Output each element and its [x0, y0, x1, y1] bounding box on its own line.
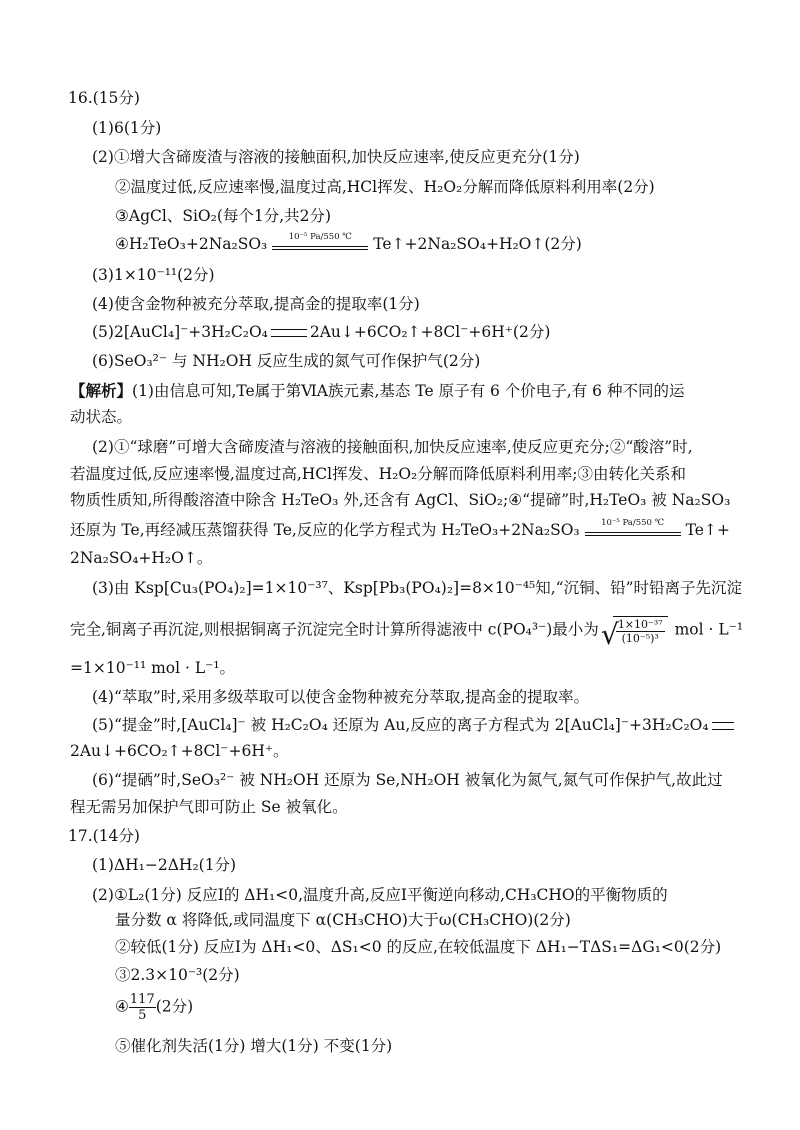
- q17-answer-2-2: ②较低(1分) 反应Ⅰ为 ΔH₁<0、ΔS₁<0 的反应,在较低温度下 ΔH₁−TΔS₁=ΔG₁<0(2分): [115, 938, 722, 956]
- q17-answer-2-4: [115, 992, 193, 1023]
- explanation-text: 完全,铜离子再沉淀,则根据铜离子沉淀完全时计算所得滤液中 c(PO₄³⁻)最小为: [70, 620, 599, 639]
- q16-answer-4: (4)使含金物种被充分萃取,提高金的提取率(1分): [92, 295, 420, 313]
- equation-lhs: 还原为 Te,再经减压蒸馏获得 Te,反应的化学方程式为 H₂TeO₃+2Na₂SO₃: [70, 521, 580, 539]
- q17-header: 17.(14分): [68, 827, 140, 845]
- reaction-condition-arrow: [270, 234, 370, 256]
- q16-answer-2-4: [115, 234, 582, 256]
- q16-answer-2-2: ②温度过低,反应速率慢,温度过高,HCl挥发、H₂O₂分解而降低原料利用率(2分): [115, 178, 655, 196]
- q17-answer-2-5: ⑤催化剂失活(1分) 增大(1分) 不变(1分): [115, 1037, 393, 1055]
- radical-sign-icon: √: [600, 618, 619, 651]
- q16-header: 16.(15分): [68, 89, 140, 107]
- q16-explanation-3b: [70, 616, 744, 651]
- equation-lhs: (5)2[AuCl₄]⁻+3H₂C₂O₄: [92, 323, 268, 341]
- q16-answer-5: [92, 322, 550, 342]
- equation-rhs: 2Au↓+6CO₂↑+8Cl⁻+6H⁺(2分): [309, 323, 551, 341]
- reaction-condition: 10⁻⁵ Pa/550 ℃: [601, 518, 665, 528]
- q16-answer-2-3: ③AgCl、SiO₂(每个1分,共2分): [115, 207, 332, 225]
- q16-explanation-6a: (6)“提硒”时,SeO₃²⁻ 被 NH₂OH 还原为 Se,NH₂OH 被氧化为氮气,氮气可作保护气,故此过: [92, 771, 723, 789]
- q16-explanation-1a: [70, 381, 684, 401]
- equals-sign: [712, 722, 734, 730]
- q16-explanation-4: (4)“萃取”时,采用多级萃取可以使含金物种被充分萃取,提高金的提取率。: [92, 688, 590, 706]
- equals-sign: [271, 329, 307, 337]
- q16-explanation-1b: 动状态。: [70, 408, 133, 426]
- q16-explanation-2b: 若温度过低,反应速率慢,温度过高,HCl挥发、H₂O₂分解而降低原料利用率;③由转化关系和: [70, 465, 686, 483]
- fraction-denominator: 5: [138, 1008, 147, 1023]
- explanation-label: 【解析】: [70, 381, 133, 400]
- q17-answer-2-3: ③2.3×10⁻³(2分): [115, 966, 240, 984]
- q16-answer-6: (6)SeO₃²⁻ 与 NH₂OH 反应生成的氮气可作保护气(2分): [92, 352, 481, 370]
- q16-answer-3: (3)1×10⁻¹¹(2分): [92, 266, 215, 284]
- reaction-condition-arrow: [583, 520, 683, 542]
- q17-answer-1: (1)ΔH₁−2ΔH₂(1分): [92, 856, 237, 874]
- q16-answer-2-1: (2)①增大含碲废渣与溶液的接触面积,加快反应速率,使反应更充分(1分): [92, 148, 580, 166]
- fraction-numerator: 1×10⁻³⁷: [617, 618, 663, 631]
- equation-rhs: Te↑+2Na₂SO₄+H₂O↑(2分): [373, 235, 582, 253]
- explanation-text: (1)由信息可知,Te属于第ⅥA族元素,基态 Te 原子有 6 个价电子,有 6 种不同的运: [132, 382, 685, 400]
- equation-rhs: Te↑+: [685, 521, 730, 539]
- q16-explanation-3a: (3)由 Ksp[Cu₃(PO₄)₂]=1×10⁻³⁷、Ksp[Pb₃(PO₄)₂]=8×10⁻⁴⁵知,“沉铜、铅”时铅离子先沉淀: [92, 579, 743, 597]
- square-root: [600, 616, 668, 651]
- fraction-denominator: (10⁻⁵)³: [621, 632, 659, 645]
- q17-answer-2-1b: 量分数 α 将降低,或同温度下 α(CH₃CHO)大于ω(CH₃CHO)(2分): [115, 911, 571, 929]
- item-marker: ④: [115, 997, 129, 1016]
- q16-explanation-5a: [92, 715, 737, 735]
- q16-explanation-6b: 程无需另加保护气即可防止 Se 被氧化。: [70, 798, 348, 816]
- q17-answer-2-1a: (2)①L₂(1分) 反应Ⅰ的 ΔH₁<0,温度升高,反应Ⅰ平衡逆向移动,CH₃CHO的平衡物质的: [92, 886, 668, 904]
- fraction-numerator: 117: [129, 992, 155, 1007]
- q16-answer-1: (1)6(1分): [92, 119, 162, 137]
- reaction-condition: 10⁻⁵ Pa/550 ℃: [288, 232, 352, 242]
- q16-explanation-2a: (2)①“球磨”可增大含碲废渣与溶液的接触面积,加快反应速率,使反应更充分;②“酸溶”时,: [92, 438, 693, 456]
- q16-explanation-2c: 物质性质知,所得酸溶渣中除含 H₂TeO₃ 外,还含有 AgCl、SiO₂;④“提碲”时,H₂TeO₃ 被 Na₂SO₃: [70, 491, 731, 509]
- q16-explanation-5b: 2Au↓+6CO₂↑+8Cl⁻+6H⁺。: [70, 742, 289, 760]
- q16-explanation-2e: 2Na₂SO₄+H₂O↑。: [70, 549, 213, 567]
- unit: mol · L⁻¹: [674, 620, 744, 639]
- equation-lhs: (5)“提金”时,[AuCl₄]⁻ 被 H₂C₂O₄ 还原为 Au,反应的离子方程式为 2[AuCl₄]⁻+3H₂C₂O₄: [92, 716, 709, 734]
- q16-explanation-2d: [70, 520, 730, 542]
- fraction: [129, 992, 156, 1023]
- q16-explanation-3c: =1×10⁻¹¹ mol · L⁻¹。: [70, 659, 236, 677]
- equation-lhs: ④H₂TeO₃+2Na₂SO₃: [115, 235, 268, 253]
- score-note: (2分): [155, 997, 194, 1016]
